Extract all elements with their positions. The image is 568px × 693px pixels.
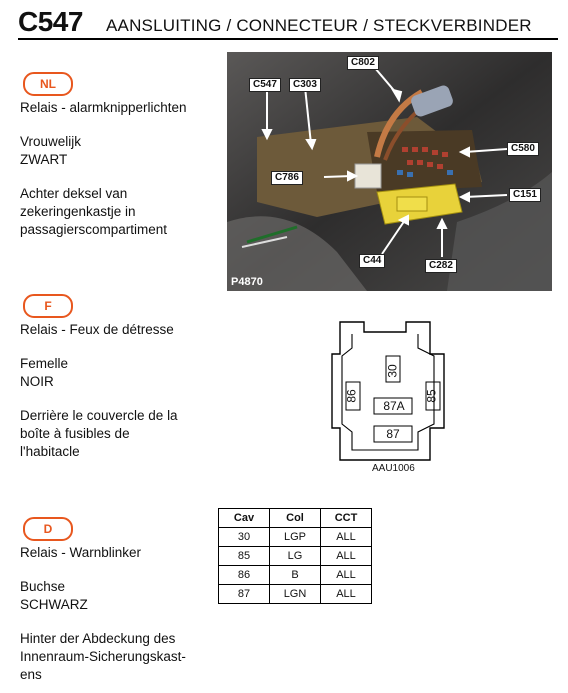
connector-location-photo [227,52,552,291]
table-cell: ALL [321,585,372,604]
table-cell: LG [270,547,321,566]
table-cell: LGN [270,585,321,604]
pin-86: 86 [344,389,359,403]
location-line: zekeringenkastje in [20,204,136,219]
pin-87a: 87A [383,399,405,413]
table-cell: 30 [219,528,270,547]
page-title: AANSLUITING / CONNECTEUR / STECKVERBINDER [106,16,532,35]
label-c802: C802 [347,56,379,70]
location-line: boîte à fusibles de [20,426,130,441]
pin-85: 85 [424,389,439,403]
table-cell: B [270,566,321,585]
location-line: passagierscompartiment [20,222,168,237]
section-f [20,294,225,461]
gender: Vrouwelijk [20,134,82,149]
table-cell: 87 [219,585,270,604]
pin-87: 87 [386,427,400,441]
label-c303: C303 [289,78,321,92]
table-row [219,566,372,585]
location-line: ens [20,667,42,682]
language-badge-f: F [23,294,73,318]
section-d [20,517,225,684]
photo-id: P4870 [231,276,263,288]
table-cell: LGP [270,528,321,547]
language-badge-nl: NL [23,72,73,96]
table-cell: ALL [321,566,372,585]
label-c44: C44 [359,254,385,268]
gender: Femelle [20,356,69,371]
connector-code: C547 [18,6,83,37]
section-nl [20,72,225,239]
color: NOIR [20,374,54,389]
location-line: l'habitacle [20,444,80,459]
gender: Buchse [20,579,66,594]
label-c580: C580 [507,142,539,156]
color: SCHWARZ [20,597,88,612]
location-line: Derrière le couvercle de la [20,408,178,423]
color: ZWART [20,152,68,167]
pin-30: 30 [385,364,400,378]
description: Relais - Feux de détresse [20,322,174,337]
description: Relais - alarmknipperlichten [20,100,187,115]
language-badge-d: D [23,517,73,541]
column-header: Col [270,509,321,528]
description: Relais - Warnblinker [20,545,142,560]
diagram-id: AAU1006 [372,463,415,474]
label-c151: C151 [509,188,541,202]
table-cell: 86 [219,566,270,585]
header-divider [18,38,558,40]
location-line: Innenraum-Sicherungskast- [20,649,186,664]
table-row [219,585,372,604]
label-c282: C282 [425,259,457,273]
connector-pinout-diagram [330,320,452,462]
table-row [219,547,372,566]
table-row [219,528,372,547]
page-header [18,6,558,38]
table-cell: ALL [321,547,372,566]
table-cell: 85 [219,547,270,566]
column-header: CCT [321,509,372,528]
location-line: Achter deksel van [20,186,128,201]
table-cell: ALL [321,528,372,547]
wiring-table [218,508,372,604]
table-header-row [219,509,372,528]
column-header: Cav [219,509,270,528]
label-c786: C786 [271,171,303,185]
label-c547: C547 [249,78,281,92]
location-line: Hinter der Abdeckung des [20,631,176,646]
